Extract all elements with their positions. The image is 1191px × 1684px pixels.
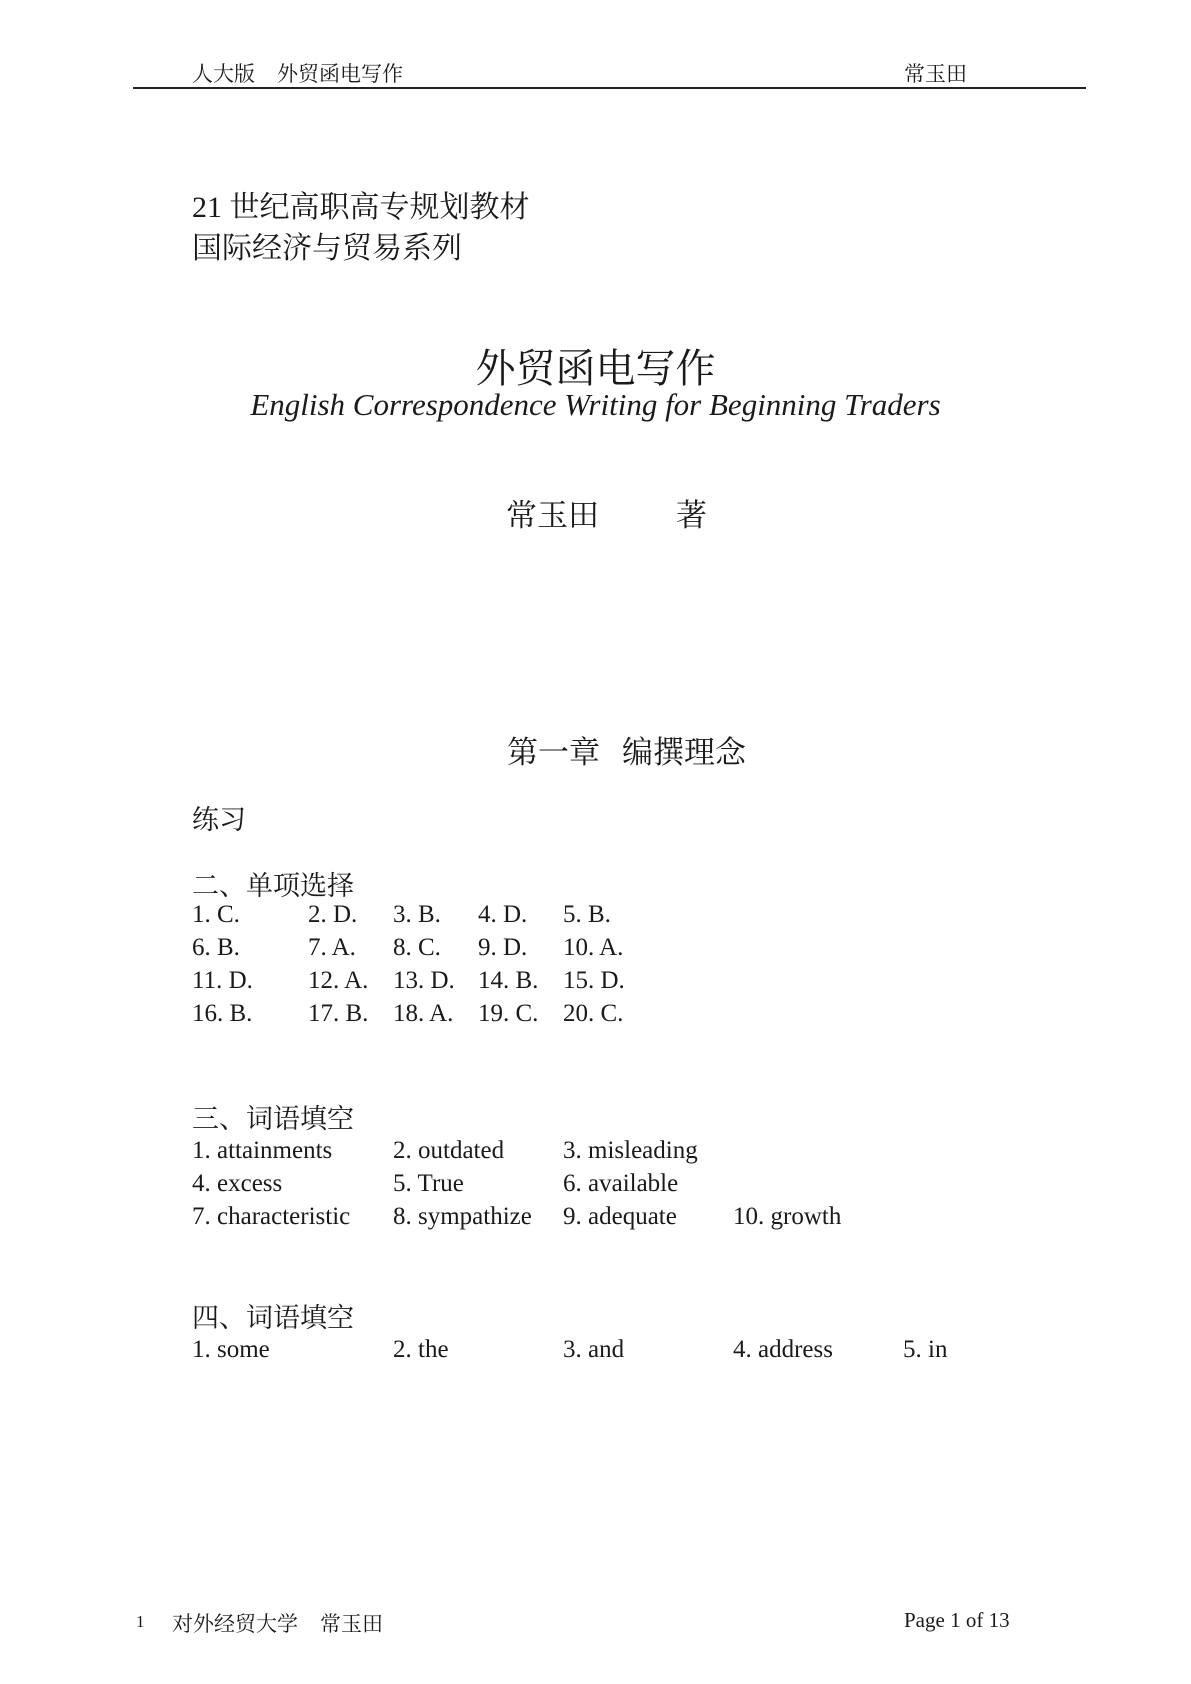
footer-page-indicator: [904, 1608, 1010, 1633]
answer-row: [192, 931, 653, 964]
answer-cell: 7. A.: [308, 934, 356, 961]
answer-cell: 5. B.: [563, 901, 611, 928]
answer-cell: 2. outdated: [393, 1137, 505, 1164]
chapter-heading: [507, 727, 746, 772]
book-title-english: English Correspondence Writing for Beginning Traders: [250, 387, 941, 422]
answer-cell: 18. A.: [393, 1000, 454, 1027]
footer-page-total: 13: [988, 1608, 1010, 1632]
answer-row: [192, 964, 653, 997]
answer-row: [192, 1333, 1073, 1366]
answer-cell: 20. C.: [563, 1000, 624, 1027]
answer-row: [192, 1134, 903, 1167]
section-2-heading: 二、单项选择: [192, 871, 354, 901]
answer-cell: 6. B.: [192, 934, 240, 961]
answer-row: [192, 898, 653, 931]
answer-cell: 7. characteristic: [192, 1203, 351, 1230]
answer-cell: 14. B.: [478, 967, 539, 994]
answer-row: [192, 997, 653, 1030]
answer-cell: 17. B.: [308, 1000, 369, 1027]
answer-cell: 11. D.: [192, 967, 253, 994]
chapter-name: 编撰理念: [622, 735, 746, 770]
footer-institution: 对外经贸大学: [172, 1612, 298, 1636]
series-line-2: 国际经济与贸易系列: [192, 232, 462, 265]
answer-cell: 4. address: [733, 1336, 833, 1363]
header-book-title: 外贸函电写作: [277, 62, 403, 86]
answer-row: [192, 1167, 903, 1200]
answer-cell: 9. D.: [478, 934, 528, 961]
answer-cell: 12. A.: [308, 967, 369, 994]
section-3-answers: [192, 1134, 903, 1233]
answer-cell: 8. sympathize: [393, 1203, 532, 1230]
section-2-answers: [192, 898, 653, 1030]
answer-cell: 10. A.: [563, 934, 624, 961]
running-header-left: [192, 58, 403, 88]
answer-cell: 2. D.: [308, 901, 358, 928]
chapter-number: 第一章: [507, 735, 600, 770]
answer-cell: 15. D.: [563, 967, 625, 994]
answer-cell: 1. C.: [192, 901, 240, 928]
header-rule: [133, 87, 1086, 89]
book-title-chinese: 外贸函电写作: [475, 346, 716, 391]
answer-row: [192, 1200, 903, 1233]
answer-cell: 3. misleading: [563, 1137, 698, 1164]
series-line-1: 21 世纪高职高专规划教材: [192, 191, 530, 224]
answer-cell: 1. attainments: [192, 1137, 333, 1164]
footer-page-of: of: [965, 1608, 984, 1632]
byline-role: 著: [676, 498, 707, 533]
answer-cell: 8. C.: [393, 934, 441, 961]
answer-cell: 5. True: [393, 1170, 464, 1197]
footer-author: 常玉田: [320, 1612, 383, 1636]
footer-left: [172, 1608, 383, 1638]
answer-cell: 10. growth: [733, 1203, 842, 1230]
section-4-answers: [192, 1333, 1073, 1366]
answer-cell: 2. the: [393, 1336, 449, 1363]
answer-cell: 6. available: [563, 1170, 679, 1197]
answer-cell: 19. C.: [478, 1000, 539, 1027]
byline-author: 常玉田: [506, 498, 599, 533]
answer-cell: 4. D.: [478, 901, 528, 928]
header-author: 常玉田: [904, 62, 967, 86]
answer-cell: 4. excess: [192, 1170, 283, 1197]
footer-page-label: Page: [904, 1608, 945, 1632]
section-3-heading: 三、词语填空: [192, 1104, 354, 1134]
answer-cell: 9. adequate: [563, 1203, 677, 1230]
answer-cell: 13. D.: [393, 967, 455, 994]
footer-page-number: 1: [136, 1612, 145, 1631]
answer-cell: 1. some: [192, 1336, 270, 1363]
answer-cell: 3. B.: [393, 901, 441, 928]
answer-cell: 3. and: [563, 1336, 625, 1363]
section-4-heading: 四、词语填空: [192, 1303, 354, 1333]
exercise-label: 练习: [192, 805, 246, 835]
footer-page-current: 1: [950, 1608, 961, 1632]
answer-cell: 5. in: [903, 1336, 948, 1363]
header-publisher: 人大版: [192, 62, 255, 86]
answer-cell: 16. B.: [192, 1000, 253, 1027]
